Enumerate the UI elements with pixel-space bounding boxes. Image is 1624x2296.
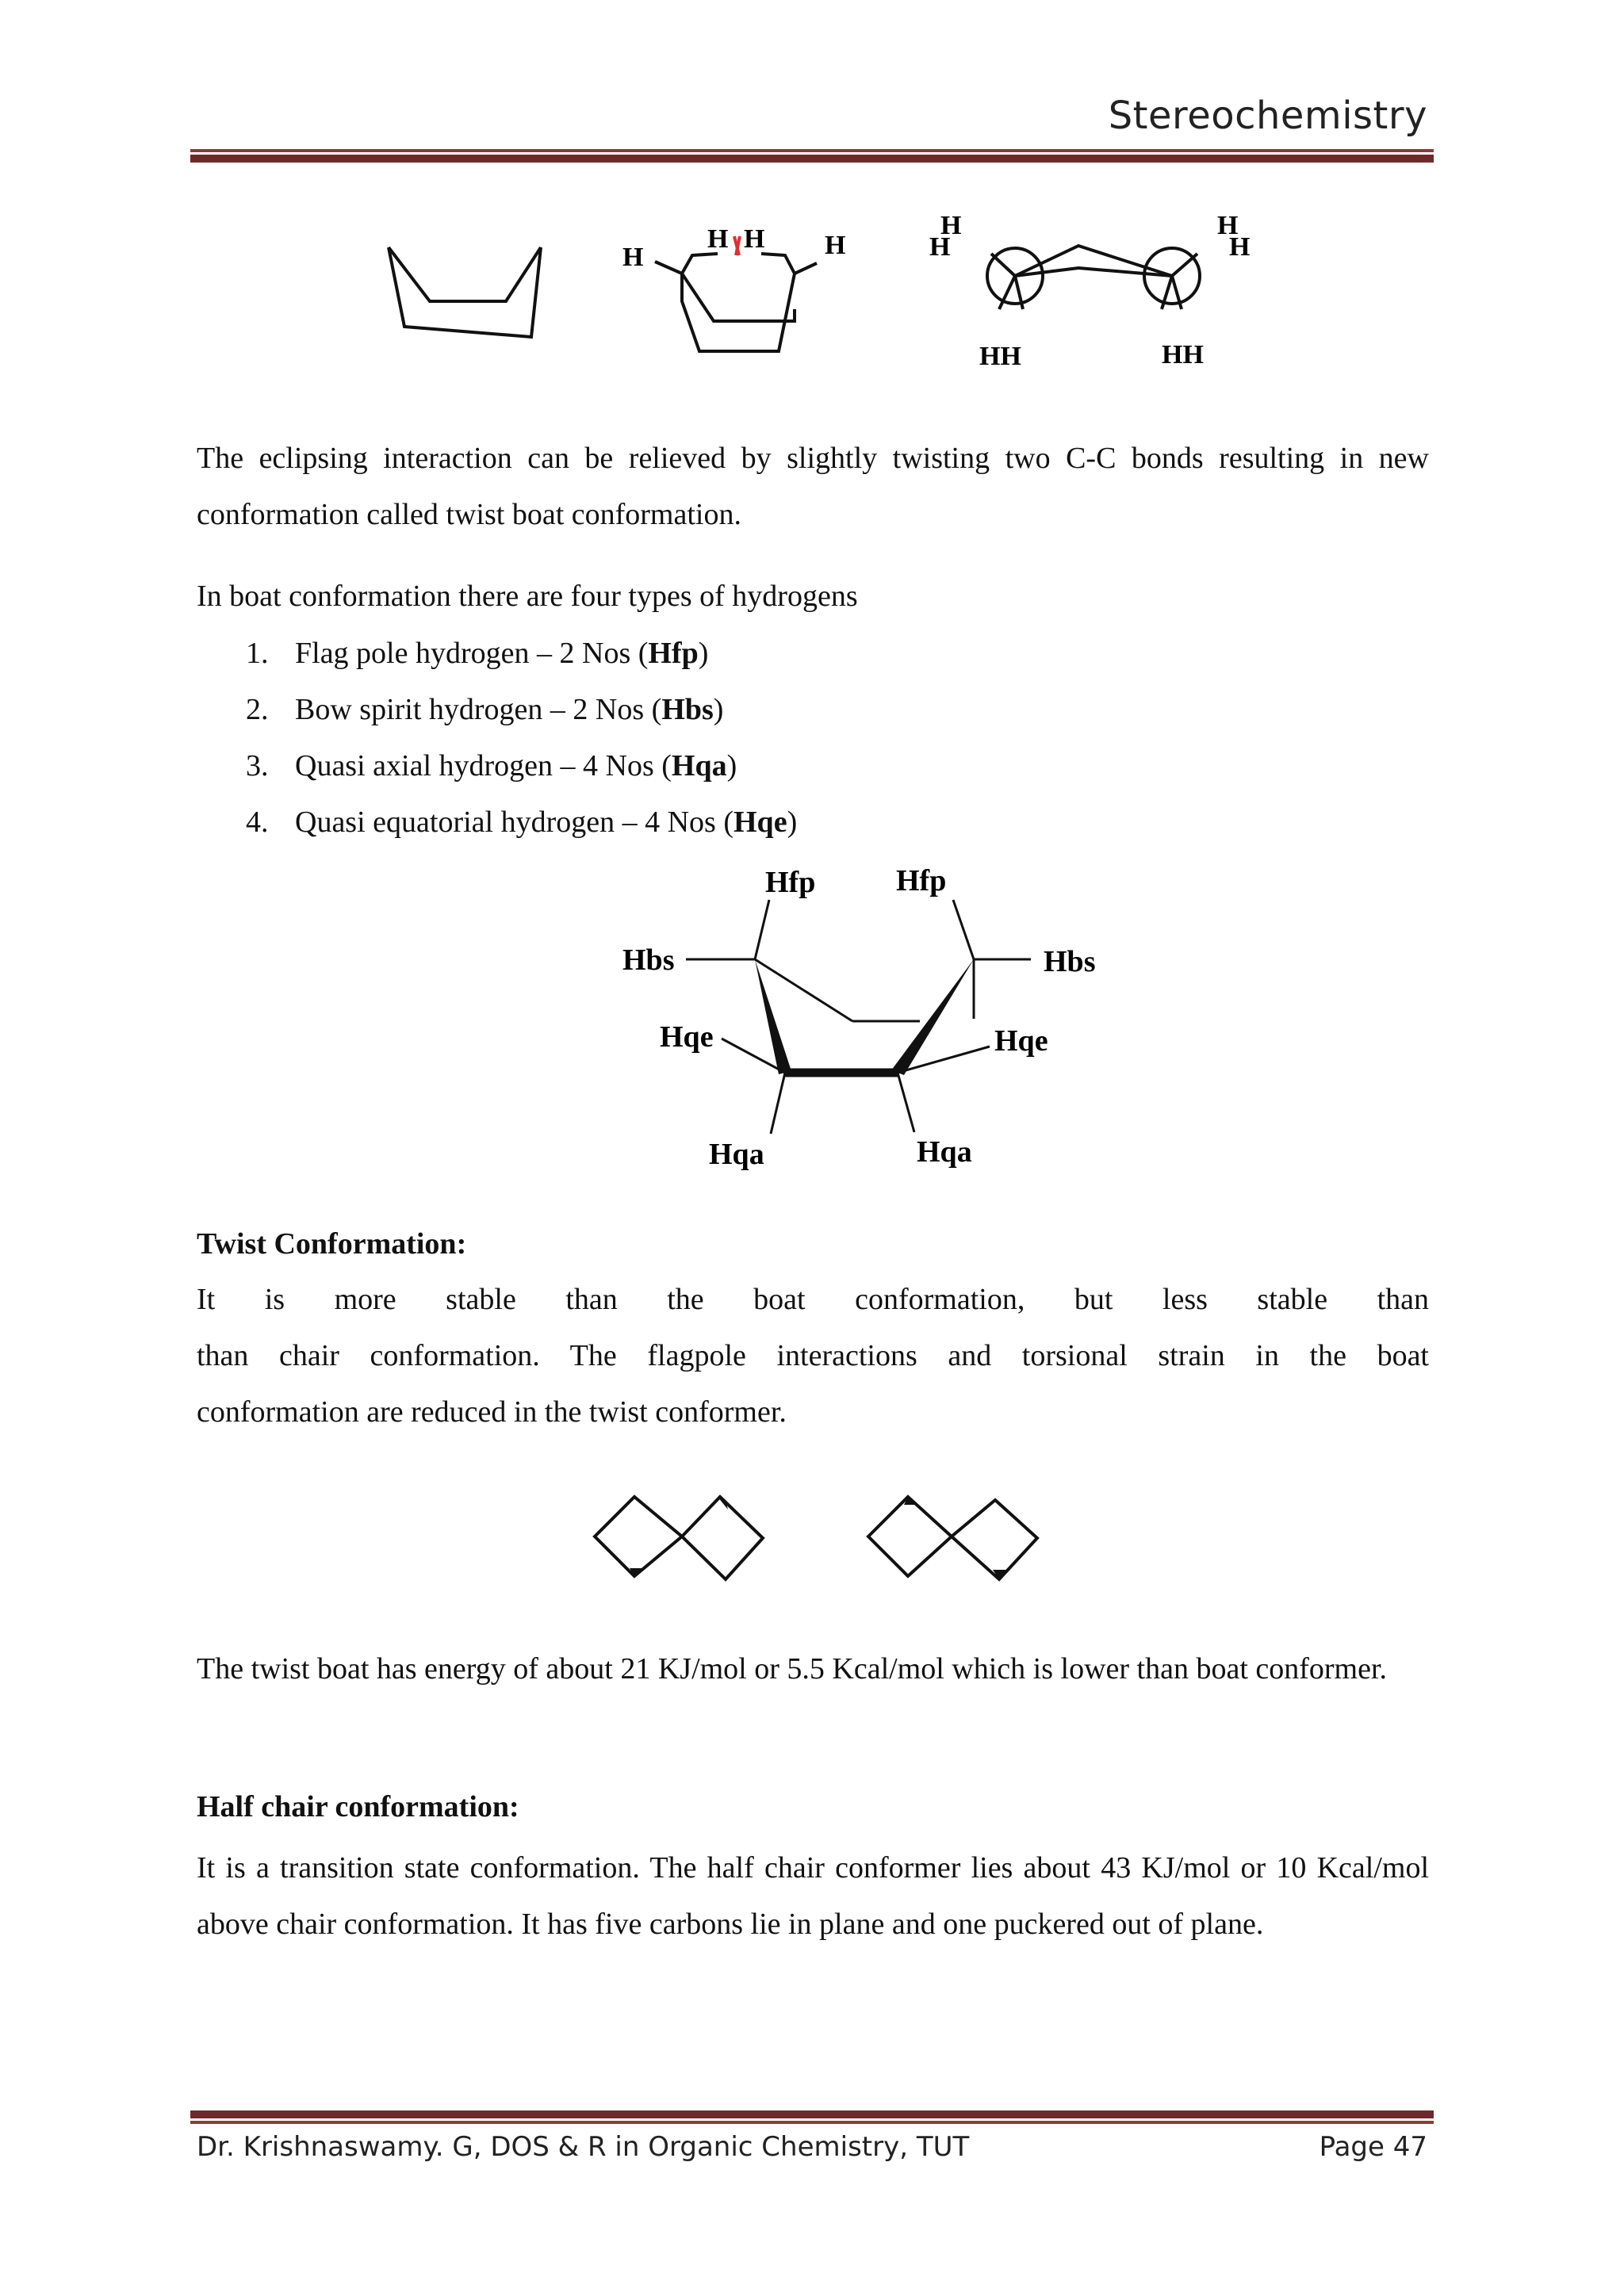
footer-rule	[190, 2110, 1434, 2124]
list-num: 1.	[246, 637, 269, 670]
list-close: )	[713, 693, 724, 726]
label-hbs-left: Hbs	[622, 943, 675, 977]
twist-line-3: conformation are reduced in the twist conformer.	[197, 1395, 787, 1429]
footer-author: Dr. Krishnaswamy. G, DOS & R in Organic Chemistry, TUT	[197, 2131, 970, 2163]
page-header-title: Stereochemistry	[1108, 94, 1427, 138]
label-hfp-left: Hfp	[765, 866, 816, 899]
twist-line-2: than chair conformation. The flagpole interactions and torsional strain in the boat	[197, 1339, 1429, 1372]
footer-rule-thin	[190, 2121, 1434, 2124]
twist-heading: Twist Conformation:	[197, 1227, 467, 1261]
list-close: )	[726, 749, 737, 783]
header-rule	[190, 149, 1434, 163]
footer-rule-thick	[190, 2110, 1434, 2118]
list-num: 2.	[246, 693, 269, 726]
list-bold: Hqe	[733, 806, 787, 839]
list-num: 4.	[246, 806, 269, 839]
twist-boat-right	[868, 1497, 1037, 1579]
list-bold: Hbs	[661, 693, 714, 726]
list-close: )	[698, 637, 709, 670]
newman-h-tl2: H	[929, 232, 951, 262]
label-hqe-right: Hqe	[994, 1024, 1048, 1058]
newman-h-tr1: H	[1217, 211, 1239, 240]
header-rule-thick	[190, 155, 1434, 163]
boat-hydrogens-figure	[603, 856, 1126, 1173]
boat-hydrogens-bonds	[686, 900, 1031, 1134]
newman-hh-right: HH	[1162, 340, 1204, 369]
boat-h-flag-left: H	[707, 224, 729, 254]
half-chair-heading: Half chair conformation:	[197, 1790, 519, 1823]
list-num: 3.	[246, 749, 269, 783]
list-text: Quasi equatorial hydrogen – 4 Nos (	[295, 806, 733, 839]
list-item	[246, 636, 708, 671]
list-item	[246, 692, 723, 727]
list-bold: Hfp	[648, 637, 699, 670]
twist-line-1: It is more stable than the boat conformation, but less stable than	[197, 1283, 1429, 1316]
list-text: Bow spirit hydrogen – 2 Nos (	[295, 693, 662, 726]
list-bold: Hqa	[671, 749, 727, 783]
list-item	[246, 805, 797, 840]
list-close: )	[787, 806, 798, 839]
list-text: Quasi axial hydrogen – 4 Nos (	[295, 749, 672, 783]
para-twist-energy: The twist boat has energy of about 21 KJ/mol or 5.5 Kcal/mol which is lower than boat conformer.	[197, 1652, 1388, 1686]
footer-page-number: Page 47	[1319, 2131, 1427, 2163]
newman-boat-sketch	[987, 246, 1200, 309]
label-hqa-right: Hqa	[917, 1135, 972, 1169]
boat-wedge-left	[755, 959, 791, 1074]
label-hfp-right: Hfp	[896, 864, 947, 897]
para-eclipsing: The eclipsing interaction can be relieved by slightly twisting two C-C bonds resulting in new conformation called twist boat conformation.	[197, 442, 1429, 531]
label-hbs-right: Hbs	[1044, 945, 1096, 978]
boat-h-left: H	[622, 243, 644, 272]
boat-sketch-1	[389, 247, 541, 337]
label-hqe-left: Hqe	[660, 1020, 714, 1054]
list-item	[246, 748, 737, 783]
label-hqa-left: Hqa	[709, 1138, 764, 1171]
boat-h-right: H	[825, 231, 846, 260]
twist-boat-figure	[587, 1483, 1047, 1594]
boat-flagpole-sketch	[655, 236, 817, 351]
intro-hydrogens: In boat conformation there are four types of hydrogens	[197, 580, 858, 613]
conformation-figure-1	[365, 198, 1285, 388]
twist-boat-left	[595, 1497, 763, 1579]
list-text: Flag pole hydrogen – 2 Nos (	[295, 637, 649, 670]
boat-wedge-right	[891, 959, 974, 1075]
boat-h-flag-right: H	[744, 224, 765, 254]
newman-h-tl1: H	[940, 211, 962, 240]
half-chair-text: It is a transition state conformation. The half chair conformer lies about 43 KJ/mol or 10 Kcal/mol above chair conformation. It has five carbons lie in plane and one puckered out of plane.	[197, 1851, 1429, 1941]
newman-h-tr2: H	[1229, 232, 1251, 262]
newman-hh-left: HH	[979, 342, 1021, 371]
header-rule-thin	[190, 149, 1434, 152]
